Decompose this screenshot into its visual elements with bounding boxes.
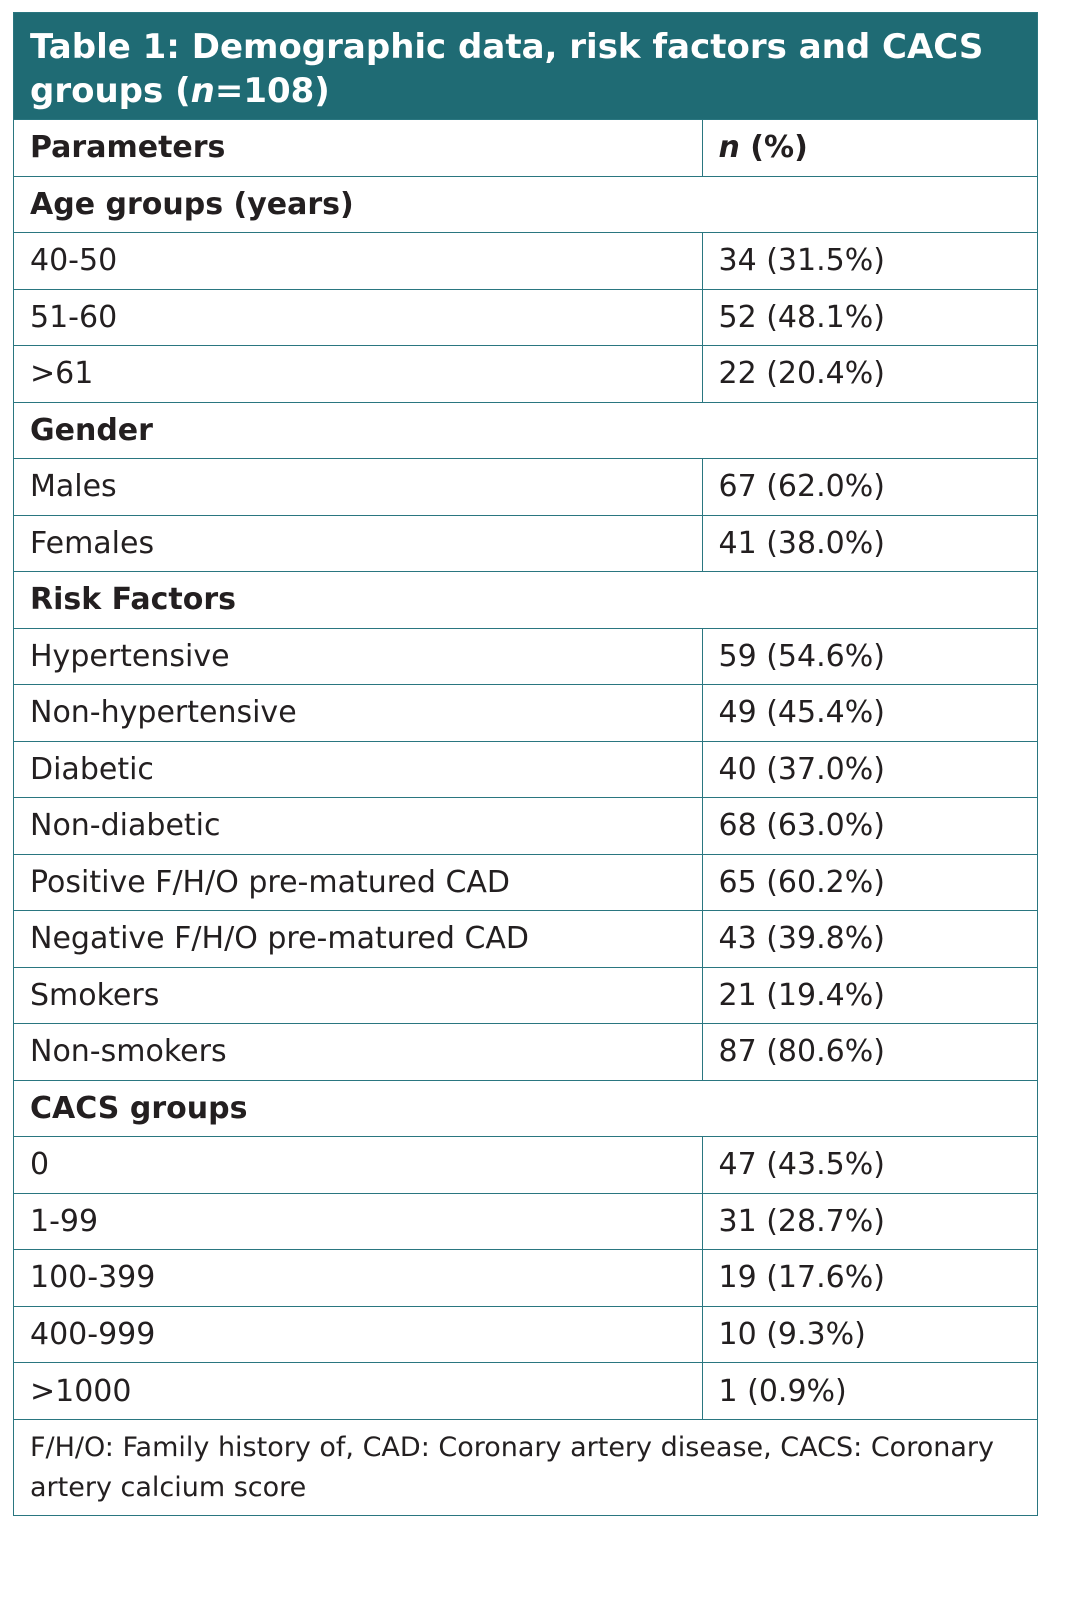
table-row [14, 1024, 1037, 1081]
row-parameter: Smokers [14, 967, 702, 1024]
table-row [14, 1306, 1037, 1363]
table-row [14, 233, 1037, 290]
row-parameter: 51-60 [14, 289, 702, 346]
row-parameter: >61 [14, 346, 702, 403]
section-header-row [14, 572, 1037, 629]
section-header-row [14, 402, 1037, 459]
table-row [14, 685, 1037, 742]
table-row [14, 911, 1037, 968]
row-parameter: Females [14, 515, 702, 572]
table-title [14, 13, 1037, 119]
row-value: 49 (45.4%) [702, 685, 1037, 742]
section-label: Gender [14, 402, 1037, 459]
row-value: 1 (0.9%) [702, 1363, 1037, 1420]
row-value: 10 (9.3%) [702, 1306, 1037, 1363]
table-row [14, 628, 1037, 685]
row-value: 59 (54.6%) [702, 628, 1037, 685]
row-parameter: Non-hypertensive [14, 685, 702, 742]
row-parameter: Diabetic [14, 741, 702, 798]
row-parameter: 40-50 [14, 233, 702, 290]
table-row [14, 459, 1037, 516]
row-parameter: Non-smokers [14, 1024, 702, 1081]
table-footnote: F/H/O: Family history of, CAD: Coronary artery disease, CACS: Coronary artery calcium score [14, 1419, 1037, 1515]
table-row [14, 967, 1037, 1024]
row-value: 65 (60.2%) [702, 854, 1037, 911]
data-table [14, 119, 1037, 1419]
row-value: 34 (31.5%) [702, 233, 1037, 290]
table-row [14, 1193, 1037, 1250]
row-parameter: 1-99 [14, 1193, 702, 1250]
section-label: Risk Factors [14, 572, 1037, 629]
table-row [14, 515, 1037, 572]
table-header-row [14, 120, 1037, 177]
row-value: 68 (63.0%) [702, 798, 1037, 855]
row-parameter: Non-diabetic [14, 798, 702, 855]
row-parameter: Males [14, 459, 702, 516]
section-header-row [14, 1080, 1037, 1137]
header-percent: (%) [739, 130, 808, 166]
row-value: 41 (38.0%) [702, 515, 1037, 572]
table-row [14, 1137, 1037, 1194]
table-row [14, 346, 1037, 403]
row-parameter: 0 [14, 1137, 702, 1194]
row-value: 67 (62.0%) [702, 459, 1037, 516]
row-value: 87 (80.6%) [702, 1024, 1037, 1081]
row-parameter: Negative F/H/O pre-matured CAD [14, 911, 702, 968]
table-title-suffix: =108) [214, 71, 330, 111]
row-parameter: 100-399 [14, 1250, 702, 1307]
table-row [14, 1363, 1037, 1420]
header-n: n [718, 130, 740, 166]
demographic-table [13, 12, 1038, 1516]
table-row [14, 741, 1037, 798]
table-row [14, 1250, 1037, 1307]
table-title-n: n [190, 71, 215, 111]
table-row [14, 798, 1037, 855]
table-row [14, 854, 1037, 911]
row-parameter: 400-999 [14, 1306, 702, 1363]
row-parameter: Hypertensive [14, 628, 702, 685]
section-label: Age groups (years) [14, 176, 1037, 233]
section-header-row [14, 176, 1037, 233]
row-value: 52 (48.1%) [702, 289, 1037, 346]
row-value: 22 (20.4%) [702, 346, 1037, 403]
row-value: 21 (19.4%) [702, 967, 1037, 1024]
row-value: 43 (39.8%) [702, 911, 1037, 968]
header-n-percent [702, 120, 1037, 177]
row-value: 47 (43.5%) [702, 1137, 1037, 1194]
header-parameters: Parameters [14, 120, 702, 177]
row-value: 40 (37.0%) [702, 741, 1037, 798]
row-value: 19 (17.6%) [702, 1250, 1037, 1307]
table-row [14, 289, 1037, 346]
row-parameter: >1000 [14, 1363, 702, 1420]
section-label: CACS groups [14, 1080, 1037, 1137]
row-value: 31 (28.7%) [702, 1193, 1037, 1250]
table-title-prefix: Table 1: Demographic data, risk factors and CACS groups ( [30, 27, 984, 111]
row-parameter: Positive F/H/O pre-matured CAD [14, 854, 702, 911]
